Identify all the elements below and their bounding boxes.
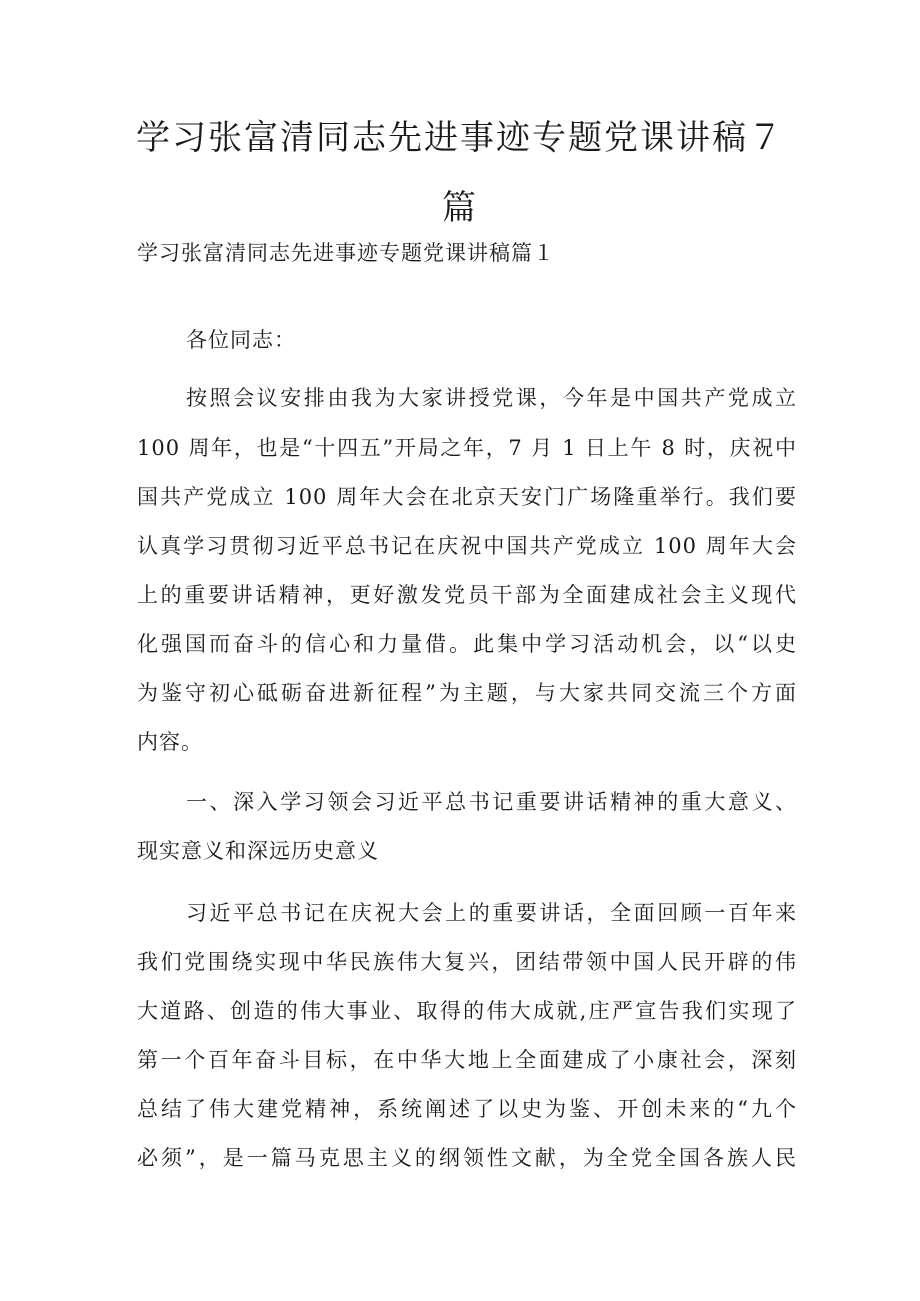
paragraph-1-line: 100 周年，也是“十四五”开局之年，7 月 1 日上午 8 时，庆祝中: [137, 436, 797, 460]
paragraph-1-line: 认真学习贯彻习近平总书记在庆祝中国共产党成立 100 周年大会: [137, 534, 797, 558]
paragraph-2-line: 第一个百年奋斗目标，在中华大地上全面建成了小康社会，深刻: [137, 1048, 797, 1072]
document-title-line-1: 学习张富清同志先进事迹专题党课讲稿７: [136, 118, 784, 158]
paragraph-1-line: 国共产党成立 100 周年大会在北京天安门广场隆重举行。我们要: [137, 485, 797, 509]
section-heading-line: 一、深入学习领会习近平总书记重要讲话精神的重大意义、: [186, 790, 797, 814]
paragraph-2-line: 我们党围绕实现中华民族伟大复兴，团结带领中国人民开辟的伟: [137, 950, 797, 974]
document-title-line-2: 篇: [442, 188, 478, 228]
paragraph-2-line: 总结了伟大建党精神，系统阐述了以史为鉴、开创未来的“九个: [137, 1097, 797, 1121]
paragraph-1-line: 上的重要讲话精神，更好激发党员干部为全面建成社会主义现代: [137, 583, 797, 607]
greeting: 各位同志：: [186, 328, 296, 352]
paragraph-2-line: 习近平总书记在庆祝大会上的重要讲话，全面回顾一百年来: [186, 901, 797, 925]
paragraph-1-line: 按照会议安排由我为大家讲授党课，今年是中国共产党成立: [186, 386, 797, 410]
paragraph-1-line: 为鉴守初心砥砺奋进新征程”为主题，与大家共同交流三个方面: [137, 681, 797, 705]
paragraph-1-line: 化强国而奋斗的信心和力量借。此集中学习活动机会，以“以史: [137, 632, 797, 656]
paragraph-2-line: 必须”，是一篇马克思主义的纲领性文献，为全党全国各族人民: [137, 1146, 797, 1170]
paragraph-2-line: 大道路、创造的伟大事业、取得的伟大成就,庄严宣告我们实现了: [137, 999, 797, 1023]
paragraph-1-line: 内容。: [137, 730, 203, 754]
section-subtitle: 学习张富清同志先进事迹专题党课讲稿篇１: [137, 241, 555, 265]
section-heading-line: 现实意义和深远历史意义: [137, 839, 379, 863]
